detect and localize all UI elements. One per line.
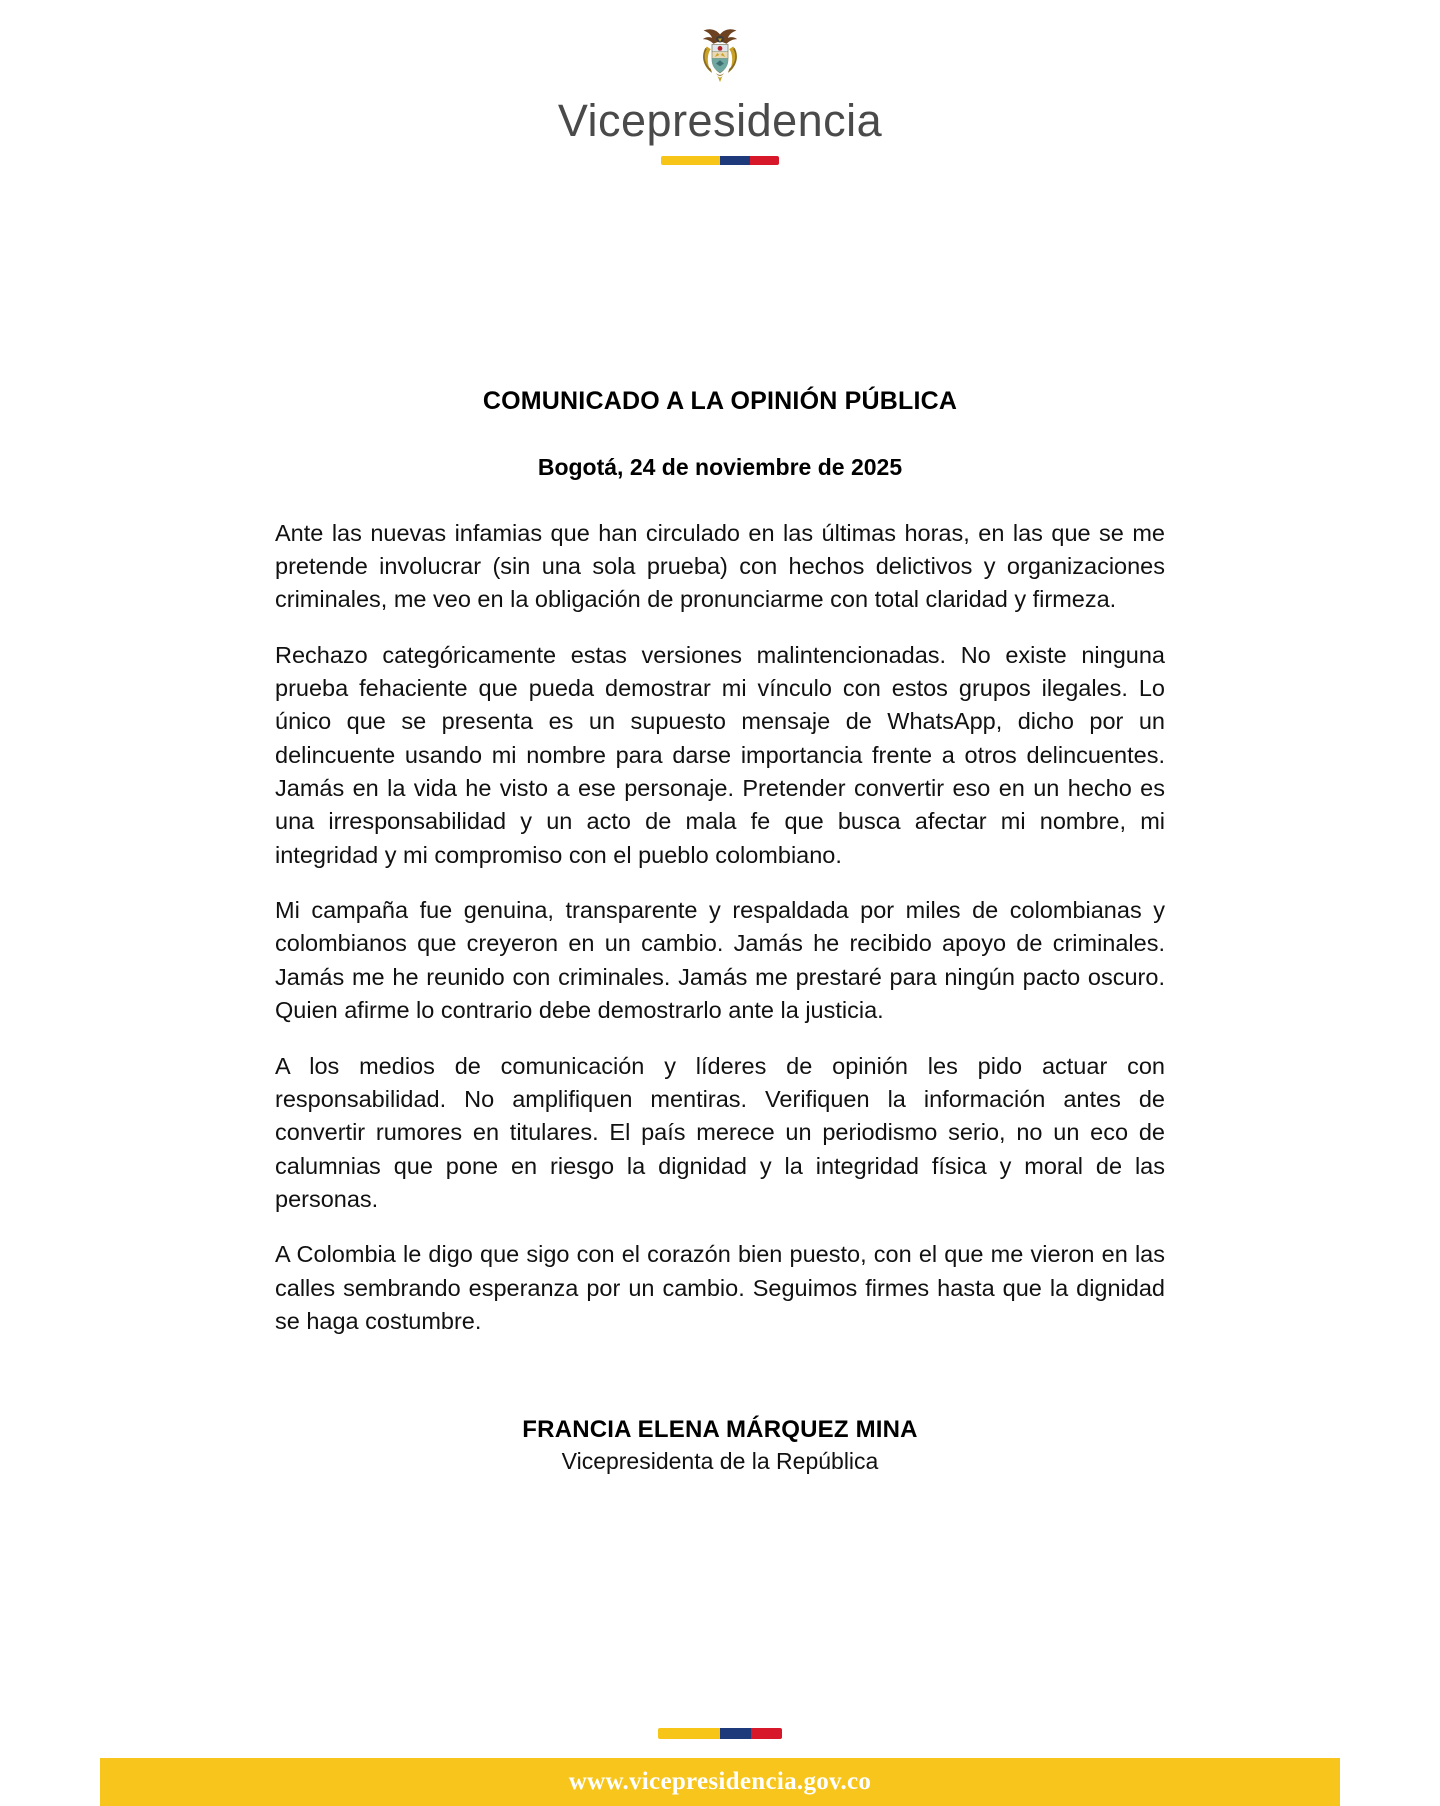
signature-block — [275, 1416, 1165, 1475]
page-title: COMUNICADO A LA OPINIÓN PÚBLICA — [482, 386, 958, 415]
colombia-flag-bar-icon — [658, 1728, 782, 1739]
paragraph: Rechazo categóricamente estas versiones malintencionadas. No existe ninguna prueba fehaciente que pueda demostrar mi vínculo con estos grupos ilegales. Lo único que se presenta es un supuesto mensaje de WhatsApp, dicho por un delincuente usando mi nombre para darse importancia frente a otros delincuentes. Jamás en la vida he visto a ese personaje. Pretender convertir eso en un hecho es una irresponsabilidad y un acto de mala fe que busca afectar mi nombre, mi integridad y mi compromiso con el pueblo colombiano. — [275, 641, 1165, 868]
letterhead — [100, 0, 1340, 165]
page-footer — [100, 1726, 1340, 1806]
footer-website-url[interactable]: www.vicepresidencia.gov.co — [568, 1768, 872, 1795]
flag-stripe-red — [751, 1728, 782, 1739]
paragraph: Mi campaña fue genuina, transparente y respaldada por miles de colombianas y colombianos que creyeron en un cambio. Jamás he recibido apoyo de criminales. Jamás me he reunido con criminales. Jamás me prestaré para ningún pacto oscuro. Quien afirme lo contrario debe demostrarlo ante la justicia. — [275, 897, 1165, 1024]
flag-stripe-yellow — [658, 1728, 720, 1739]
document-page — [100, 0, 1340, 1806]
footer-spacer — [100, 1601, 1340, 1726]
colombia-coat-of-arms-icon — [687, 24, 753, 90]
flag-stripe-blue — [720, 1728, 751, 1739]
flag-stripe-blue — [720, 156, 750, 165]
footer-flag-wrapper — [100, 1726, 1340, 1758]
paragraph: A los medios de comunicación y líderes de opinión les pido actuar con responsabilidad. No amplifiquen mentiras. Verifiquen la información antes de convertir rumores en titulares. El país merece un periodismo serio, no un eco de calumnias que pone en riesgo la dignidad y la integridad física y moral de las personas. — [275, 1052, 1165, 1212]
letterhead-wordmark: Vicepresidencia — [557, 95, 883, 146]
colombia-flag-bar-icon — [661, 156, 779, 165]
paragraph: A Colombia le digo que sigo con el corazón bien puesto, con el que me vieron en las calles sembrando esperanza por un cambio. Seguimos firmes hasta que la dignidad se haga costumbre. — [275, 1241, 1165, 1335]
signatory-role: Vicepresidenta de la República — [561, 1448, 879, 1475]
flag-stripe-red — [750, 156, 780, 165]
signatory-name: FRANCIA ELENA MÁRQUEZ MINA — [522, 1416, 918, 1444]
footer-bar — [100, 1758, 1340, 1806]
document-date: Bogotá, 24 de noviembre de 2025 — [537, 453, 903, 480]
flag-stripe-yellow — [661, 156, 720, 165]
document-body — [100, 165, 1340, 1601]
statement-paragraphs — [275, 517, 1165, 1339]
paragraph: Ante las nuevas infamias que han circulado en las últimas horas, en las que se me pretende involucrar (sin una sola prueba) con hechos delictivos y organizaciones criminales, me veo en la obligación de pronunciarme con total claridad y firmeza. — [275, 519, 1165, 613]
